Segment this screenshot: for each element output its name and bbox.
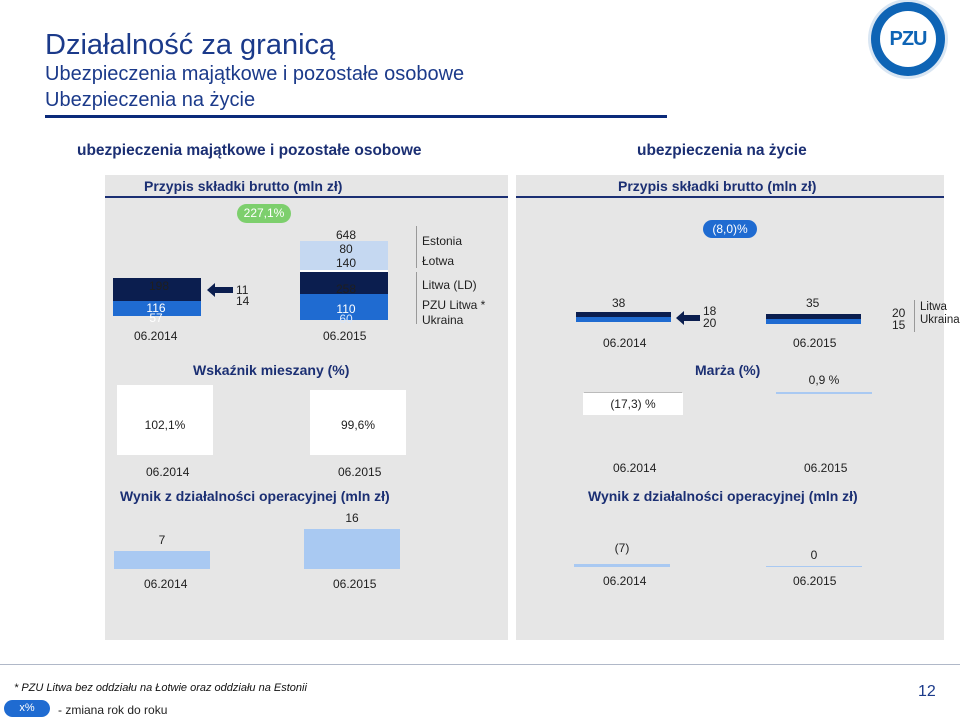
page-title: Działalność za granicą [45,29,336,61]
margin-baseline-2014 [584,392,682,393]
property-2015-bar-separator [300,270,388,272]
property-operating-bar-2015 [304,529,400,569]
life-2015-bar [766,314,861,324]
life-legend-ukraina: Ukraina [920,314,960,326]
life-bridge-value-2: 20 [703,316,717,330]
life-legend-rule [914,300,915,332]
property-2015-pzu-litwa-label: 110 [336,302,356,316]
life-2014-total-label: 38 [612,296,626,310]
life-panel [516,175,944,640]
property-growth-badge: 227,1% [237,204,291,223]
property-legend-pzu-litwa: PZU Litwa * [422,298,486,312]
life-2015-total-label: 35 [806,296,820,310]
combined-ratio-2015-category: 06.2015 [338,465,382,479]
property-2015-estonia-label: 80 [339,242,353,256]
property-2015-ukraina-label: 60 [339,312,353,326]
life-premium-title: Przypis składki brutto (mln zł) [618,178,817,194]
property-legend-ukraina: Ukraina [422,313,464,327]
pzu-logo-text: PZU [889,27,927,50]
property-legend-estonia: Estonia [422,234,463,248]
section-property-heading: ubezpieczenia majątkowe i pozostałe osobowe [77,142,422,159]
footnote: * PZU Litwa bez oddziału na Łotwie oraz oddziału na Estonii [14,682,307,694]
combined-ratio-2015-label: 99,6% [340,418,376,432]
property-bridge-arrow [205,280,235,300]
property-2015-category-label: 06.2015 [323,329,367,343]
life-2015-category-label: 06.2015 [793,336,837,350]
margin-2014-category: 06.2014 [613,461,657,475]
page-subtitle-property: Ubezpieczenia majątkowe i pozostałe osobowe [45,63,465,85]
title-underline [45,115,667,118]
life-bridge-arrow-shape [676,311,700,325]
property-2015-lotwa-label: 140 [335,256,357,270]
combined-ratio-2014-category: 06.2014 [146,465,190,479]
margin-2015-label: 0,9 % [808,373,840,387]
life-2014-bar-ukraina [576,317,671,322]
life-bridge-arrow [674,308,702,328]
property-bridge-value-2: 14 [236,294,250,308]
combined-ratio-2014-label: 102,1% [144,418,186,432]
property-2014-category-label: 06.2014 [134,329,178,343]
combined-ratio-title: Wskaźnik mieszany (%) [193,362,350,378]
property-operating-2015-category: 06.2015 [333,577,377,591]
life-operating-bar-2015 [766,566,862,567]
life-2014-bar [576,312,671,322]
property-2015-litwa-ld-label: 258 [335,282,357,296]
property-operating-2014-label: 7 [158,533,166,547]
property-2014-pzu-litwa-label: 116 [146,301,166,315]
property-bridge-arrow-shape [207,283,233,297]
footer-rule [0,664,960,665]
margin-2015-category: 06.2015 [804,461,848,475]
life-bridge-value-1: 18 [703,304,717,318]
life-2015-bar-ukraina [766,319,861,324]
property-legend-rule-top [416,226,417,268]
life-legend-litwa: Litwa [920,301,947,313]
life-title-rule [516,196,944,198]
property-2014-ukraina-label: 57 [149,311,163,325]
life-operating-2014-label: (7) [614,541,630,555]
property-operating-2015-label: 16 [345,511,359,525]
margin-title: Marża (%) [695,362,761,378]
pzu-logo-inner [880,11,936,67]
life-operating-title: Wynik z działalności operacyjnej (mln zł) [588,488,858,504]
margin-2014-label: (17,3) % [610,397,656,411]
property-legend-litwa-ld: Litwa (LD) [422,278,477,292]
pzu-logo [871,2,945,76]
legend-text: - zmiana rok do roku [58,703,168,717]
legend-badge: x% [4,700,50,717]
life-operating-bar-2014 [574,564,670,567]
life-growth-badge: (8,0)% [703,220,757,238]
life-operating-2015-category: 06.2015 [793,574,837,588]
property-bridge-value-1: 11 [236,283,249,297]
life-operating-2015-label: 0 [810,548,818,562]
life-2015-litwa-value: 20 [892,306,906,320]
property-2014-total-label: 198 [148,279,170,293]
life-operating-2014-category: 06.2014 [603,574,647,588]
property-legend-lotwa: Łotwa [422,254,455,268]
property-legend-rule-bottom [416,272,417,324]
property-operating-2014-category: 06.2014 [144,577,188,591]
property-premium-title: Przypis składki brutto (mln zł) [144,178,343,194]
property-operating-title: Wynik z działalności operacyjnej (mln zł) [120,488,390,504]
life-2014-category-label: 06.2014 [603,336,647,350]
life-2015-ukraina-value: 15 [892,318,906,332]
property-2015-total-label: 648 [335,228,357,242]
property-operating-bar-2014 [114,551,210,569]
page-number: 12 [918,683,936,700]
page-subtitle-life: Ubezpieczenia na życie [45,89,256,111]
margin-bar-2015 [776,392,872,394]
property-title-rule [105,196,508,198]
section-life-heading: ubezpieczenia na życie [637,142,807,159]
